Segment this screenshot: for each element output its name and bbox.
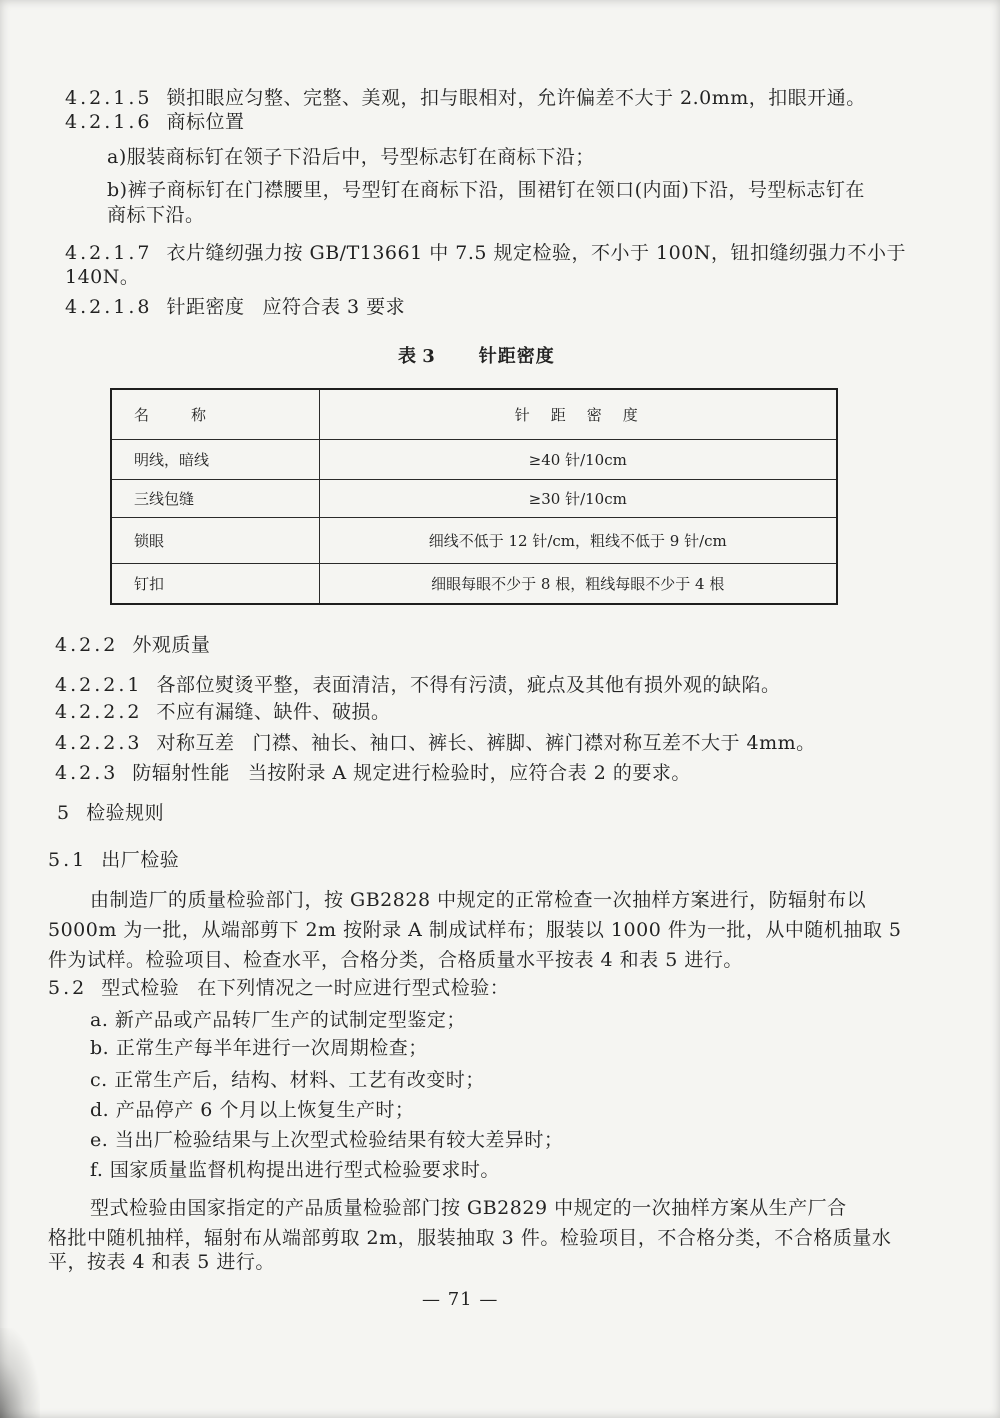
clause-4-2-1-7-continued: 140N。 bbox=[65, 266, 140, 288]
clause-title: 型式检验 bbox=[101, 977, 180, 999]
clause-4-2-2-3 bbox=[55, 731, 816, 755]
row-name: 明线，暗线 bbox=[111, 439, 319, 479]
clause-4-2-1-7 bbox=[65, 241, 906, 265]
scan-edge-shadow bbox=[0, 1328, 40, 1418]
section-title: 检验规则 bbox=[86, 802, 165, 824]
list-item: c. 正常生产后，结构、材料、工艺有改变时； bbox=[90, 1069, 485, 1091]
paragraph-line: 格批中随机抽样，辐射布从端部剪取 2m，服装抽取 3 件。检验项目，不合格分类，不合格质量水 bbox=[48, 1227, 892, 1249]
clause-5-2 bbox=[48, 976, 509, 1000]
row-density: ≥40 针/10cm bbox=[319, 439, 837, 479]
clause-number: 4.2.2.3 bbox=[55, 732, 143, 754]
table-title: 针距密度 bbox=[478, 346, 555, 367]
table-row bbox=[111, 479, 837, 517]
clause-4-2-3 bbox=[55, 761, 691, 785]
list-item-b-continued: 商标下沿。 bbox=[107, 204, 205, 226]
clause-text: 锁扣眼应匀整、完整、美观，扣与眼相对，允许偏差不大于 2.0mm，扣眼开通。 bbox=[166, 87, 866, 109]
clause-4-2-1-8 bbox=[65, 295, 405, 319]
paragraph-line: 由制造厂的质量检验部门，按 GB2828 中规定的正常检查一次抽样方案进行，防辐射布以 bbox=[90, 889, 867, 911]
clause-title: 对称互差 bbox=[156, 732, 235, 754]
clause-5-1 bbox=[48, 848, 179, 872]
clause-4-2-2-2 bbox=[55, 700, 391, 724]
clause-text: 当按附录 A 规定进行检验时，应符合表 2 的要求。 bbox=[247, 762, 691, 784]
clause-title: 外观质量 bbox=[132, 634, 211, 656]
list-item-a: a)服装商标钉在领子下沿后中，号型标志钉在商标下沿； bbox=[107, 146, 595, 168]
section-5-heading bbox=[57, 801, 164, 825]
clause-title: 防辐射性能 bbox=[132, 762, 230, 784]
clause-title: 针距密度 bbox=[166, 296, 245, 318]
section-number: 5 bbox=[57, 802, 73, 824]
clause-text: 不应有漏缝、缺件、破损。 bbox=[156, 701, 391, 723]
clause-number: 5.2 bbox=[48, 977, 88, 999]
paragraph-line: 件为试样。检验项目、检查水平，合格分类，合格质量水平按表 4 和表 5 进行。 bbox=[48, 949, 743, 971]
table-row bbox=[111, 563, 837, 604]
clause-number: 4.2.1.8 bbox=[65, 296, 153, 318]
clause-title: 商标位置 bbox=[166, 111, 245, 133]
clause-text: 门襟、袖长、袖口、裤长、裤脚、裤门襟对称互差不大于 4mm。 bbox=[252, 732, 816, 754]
clause-title: 出厂检验 bbox=[101, 849, 180, 871]
row-density: 细眼每眼不少于 8 根，粗线每眼不少于 4 根 bbox=[319, 563, 837, 604]
table-caption bbox=[398, 345, 555, 369]
clause-4-2-2-1 bbox=[55, 673, 781, 697]
list-item: f. 国家质量监督机构提出进行型式检验要求时。 bbox=[90, 1159, 500, 1181]
row-density: ≥30 针/10cm bbox=[319, 479, 837, 517]
clause-number: 4.2.3 bbox=[55, 762, 119, 784]
paragraph-line: 5000m 为一批，从端部剪下 2m 按附录 A 制成试样布；服装以 1000 件为一批，从中随机抽取 5 bbox=[48, 919, 902, 941]
clause-number: 4.2.2.2 bbox=[55, 701, 143, 723]
clause-number: 5.1 bbox=[48, 849, 88, 871]
list-item-b: b)裤子商标钉在门襟腰里，号型钉在商标下沿，围裙钉在领口(内面)下沿，号型标志钉在 bbox=[107, 179, 865, 201]
row-name: 钉扣 bbox=[111, 563, 319, 604]
row-name: 锁眼 bbox=[111, 517, 319, 563]
paragraph-line: 型式检验由国家指定的产品质量检验部门按 GB2829 中规定的一次抽样方案从生产厂合 bbox=[90, 1197, 847, 1219]
list-item: b. 正常生产每半年进行一次周期检查； bbox=[90, 1037, 428, 1059]
clause-text: 衣片缝纫强力按 GB/T13661 中 7.5 规定检验，不小于 100N，钮扣缝纫强力不小于 bbox=[166, 242, 906, 264]
list-item: d. 产品停产 6 个月以上恢复生产时； bbox=[90, 1099, 415, 1121]
list-item: a. 新产品或产品转厂生产的试制定型鉴定； bbox=[90, 1009, 466, 1031]
table-row bbox=[111, 439, 837, 479]
clause-4-2-2 bbox=[55, 633, 210, 657]
header-density: 针 距 密 度 bbox=[319, 389, 837, 439]
row-density: 细线不低于 12 针/cm，粗线不低于 9 针/cm bbox=[319, 517, 837, 563]
clause-number: 4.2.2.1 bbox=[55, 674, 143, 696]
clause-number: 4.2.1.5 bbox=[65, 87, 153, 109]
clause-number: 4.2.2 bbox=[55, 634, 119, 656]
clause-text: 各部位熨烫平整，表面清洁，不得有污渍，疵点及其他有损外观的缺陷。 bbox=[156, 674, 781, 696]
table-header-row bbox=[111, 389, 837, 439]
paragraph-line: 平，按表 4 和表 5 进行。 bbox=[48, 1251, 275, 1273]
row-name: 三线包缝 bbox=[111, 479, 319, 517]
clause-4-2-1-6 bbox=[65, 110, 245, 134]
table-number: 表 3 bbox=[398, 346, 435, 367]
page-number: — 71 — bbox=[422, 1289, 499, 1310]
clause-text: 应符合表 3 要求 bbox=[262, 296, 406, 318]
header-name: 名 称 bbox=[111, 389, 319, 439]
stitch-density-table bbox=[110, 388, 838, 605]
clause-number: 4.2.1.6 bbox=[65, 111, 153, 133]
clause-text: 在下列情况之一时应进行型式检验： bbox=[197, 977, 510, 999]
table-row bbox=[111, 517, 837, 563]
clause-4-2-1-5 bbox=[65, 86, 866, 110]
clause-number: 4.2.1.7 bbox=[65, 242, 153, 264]
list-item: e. 当出厂检验结果与上次型式检验结果有较大差异时； bbox=[90, 1129, 564, 1151]
